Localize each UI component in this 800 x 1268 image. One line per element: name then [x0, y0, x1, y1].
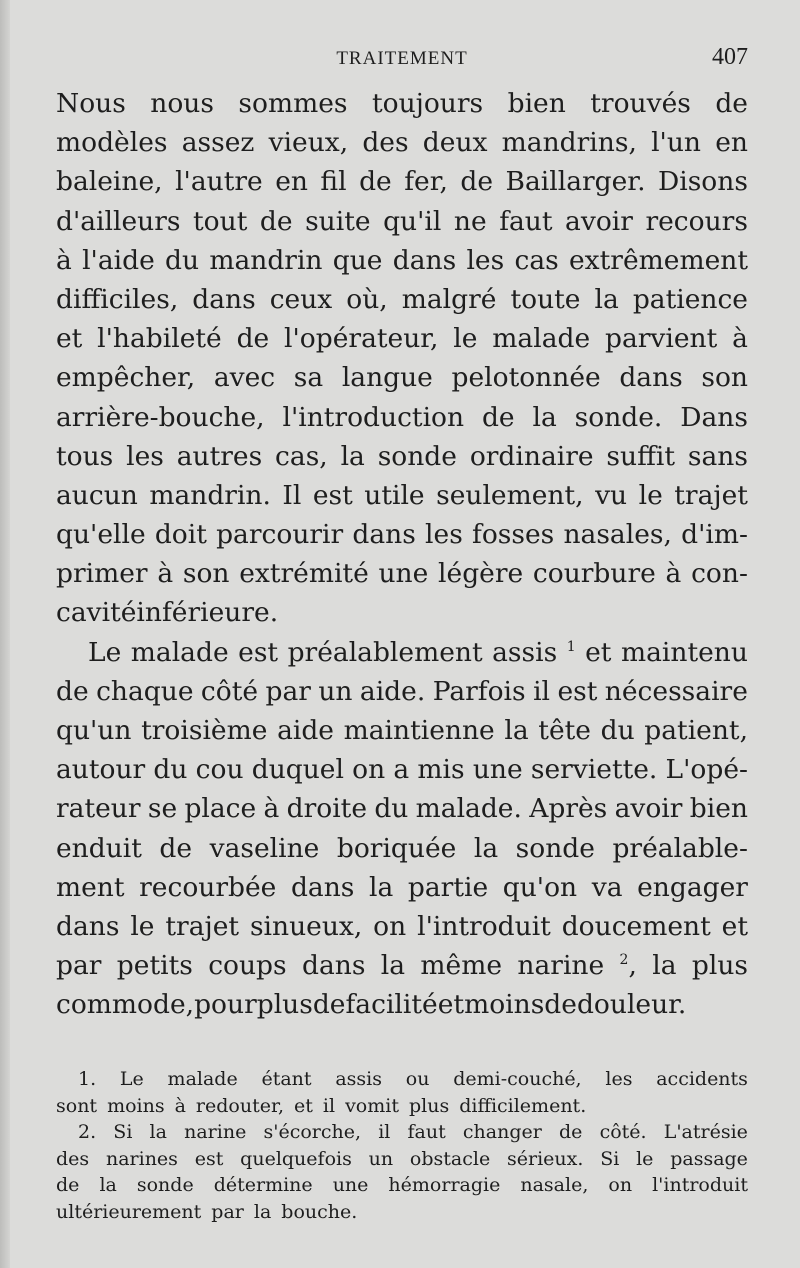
text-line: Le malade est préalablement assis $^1$ et maintenu — [88, 636, 748, 668]
footnote-line: 2. Si la narine s'écorche, il faut changer de côté. L'atrésie — [78, 1121, 748, 1143]
text-line: primer à son extrémité une légère courbure à con- — [56, 558, 748, 590]
footnotes — [56, 1066, 748, 1225]
footnote — [56, 1119, 748, 1225]
text-line: qu'un troisième aide maintienne la tête du patient, — [56, 715, 748, 746]
running-title: TRAITEMENT — [336, 48, 468, 69]
paragraph — [56, 633, 748, 1025]
text-line: à l'aide du mandrin que dans les cas extrêmement — [56, 244, 748, 276]
text-line: arrière-bouche, l'introduction de la sonde. Dans — [56, 401, 748, 433]
text-line: enduit de vaseline boriquée la sonde préalable- — [56, 832, 748, 864]
text-line: par petits coups dans la même narine $^2$, la plus — [56, 950, 748, 982]
text-line: tous les autres cas, la sonde ordinaire suffit sans — [56, 440, 748, 472]
text-line: rateur se place à droite du malade. Après avoir bien — [56, 793, 748, 825]
body-text — [56, 84, 748, 1025]
running-head — [56, 44, 748, 78]
text-line: d'ailleurs tout de suite qu'il ne faut avoir recours — [56, 205, 748, 237]
text-line: aucun mandrin. Il est utile seulement, vu le trajet — [56, 479, 748, 511]
text-line: ment recourbée dans la partie qu'on va engager — [56, 871, 748, 903]
text-line: et l'habileté de l'opérateur, le malade parvient à — [56, 323, 748, 355]
text-line: cavité inférieure. — [56, 597, 279, 629]
footnote-line: sont moins à redouter, et il vomit plus difficilement. — [56, 1094, 587, 1117]
text-line: difficiles, dans ceux où, malgré toute la patience — [56, 283, 748, 315]
page-number: 407 — [712, 44, 748, 70]
text-line: dans le trajet sinueux, on l'introduit doucement et — [56, 910, 748, 942]
text-line: baleine, l'autre en fil de fer, de Baillarger. Disons — [56, 166, 748, 198]
footnote-line: ultérieurement par la bouche. — [56, 1200, 358, 1223]
footnote — [56, 1066, 748, 1119]
text-line: qu'elle doit parcourir dans les fosses nasales, d'im- — [56, 519, 748, 551]
footnote-line: des narines est quelquefois un obstacle sérieux. Si le passage — [56, 1147, 748, 1170]
footnote-line: 1. Le malade étant assis ou demi-couché, les accidents — [78, 1068, 748, 1090]
text-line: modèles assez vieux, des deux mandrins, l'un en — [56, 127, 748, 159]
text-line: commode, pour plus de facilité et moins de douleur. — [56, 989, 687, 1021]
footnote-line: de la sonde détermine une hémorragie nasale, on l'introduit — [56, 1174, 748, 1196]
text-line: empêcher, avec sa langue pelotonnée dans son — [56, 362, 748, 394]
text-line: Nous nous sommes toujours bien trouvés de — [56, 88, 748, 119]
text-line: de chaque côté par un aide. Parfois il est nécessaire — [56, 675, 748, 707]
paragraph — [56, 84, 748, 633]
page-edge-shadow — [0, 0, 10, 1268]
text-line: autour du cou duquel on a mis une serviette. L'opé- — [56, 754, 748, 786]
